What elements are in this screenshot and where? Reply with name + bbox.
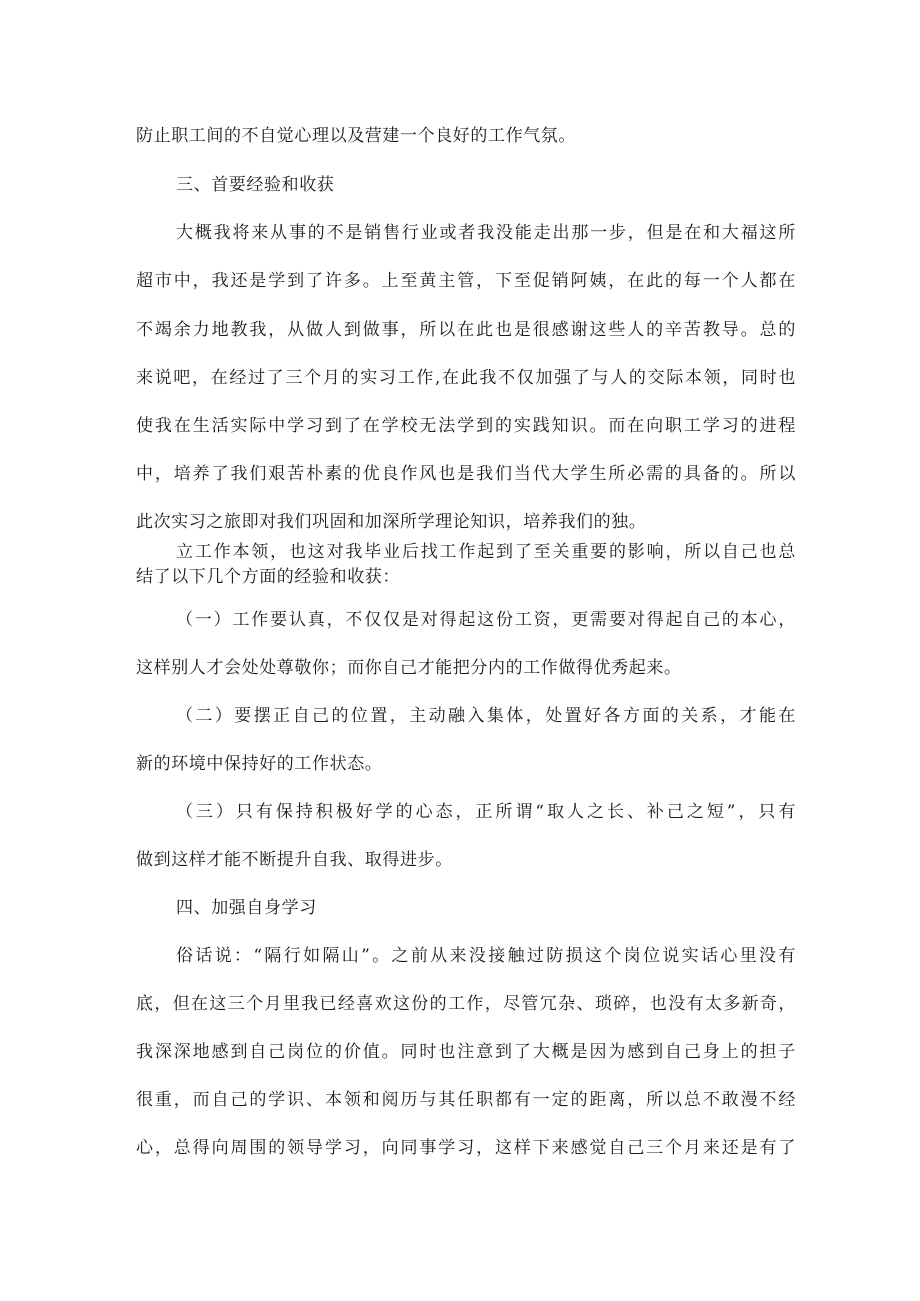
paragraph-line: 我深深地感到自己岗位的价值。同时也注意到了大概是因为感到自己身上的担子 [136,1042,796,1062]
list-item-line: 这样别人才会处处尊敬你；而你自己才能把分内的工作做得优秀起来。 [136,658,682,678]
section-heading: 三、首要经验和收获 [176,175,335,195]
paragraph-line: 大概我将来从事的不是销售行业或者我没能走出那一步，但是在和大福这所 [176,223,796,243]
paragraph-line: 很重，而自己的学识、本领和阅历与其任职都有一定的距离，所以总不敢漫不经 [136,1090,796,1110]
list-item-line: （二）要摆正自己的位置，主动融入集体，处置好各方面的关系，才能在 [176,706,796,726]
paragraph-line: 此次实习之旅即对我们巩固和加深所学理论知识，培养我们的独。 [136,512,647,532]
list-item-line: （三）只有保持积极好学的心态，正所谓“取人之长、补己之短”，只有 [176,802,796,822]
list-item-line: 新的环境中保持好的工作状态。 [136,754,383,774]
paragraph-line: 超市中，我还是学到了许多。上至黄主管，下至促销阿姨，在此的每一个人都在 [136,271,796,291]
paragraph-line: 不竭余力地教我，从做人到做事，所以在此也是很感谢这些人的辛苦教导。总的 [136,320,796,340]
paragraph-line: 中，培养了我们艰苦朴素的优良作风也是我们当代大学生所必需的具备的。所以 [136,464,796,484]
paragraph-line: 立工作本领，也这对我毕业后找工作起到了至关重要的影响，所以自己也总 [176,542,796,562]
paragraph-line: 底，但在这三个月里我已经喜欢这份的工作，尽管冗杂、琐碎，也没有太多新奇， [136,994,796,1014]
list-item-line: 做到这样才能不断提升自我、取得进步。 [136,850,453,870]
paragraph-line: 俗话说：“隔行如隔山”。之前从来没接触过防损这个岗位说实话心里没有 [176,946,796,966]
paragraph-line: 心，总得向周围的领导学习，向同事学习，这样下来感觉自己三个月来还是有了 [136,1138,796,1158]
paragraph-line: 使我在生活实际中学习到了在学校无法学到的实践知识。而在向职工学习的进程 [136,416,796,436]
list-item-line: （一）工作要认真，不仅仅是对得起这份工资，更需要对得起自己的本心， [176,610,796,630]
paragraph-line: 防止职工间的不自觉心理以及营建一个良好的工作气氛。 [136,126,576,146]
paragraph-line: 来说吧，在经过了三个月的实习工作,在此我不仅加强了与人的交际本领，同时也 [136,368,796,388]
paragraph-line: 结了以下几个方面的经验和收获： [136,567,400,587]
section-heading: 四、加强自身学习 [176,898,317,918]
